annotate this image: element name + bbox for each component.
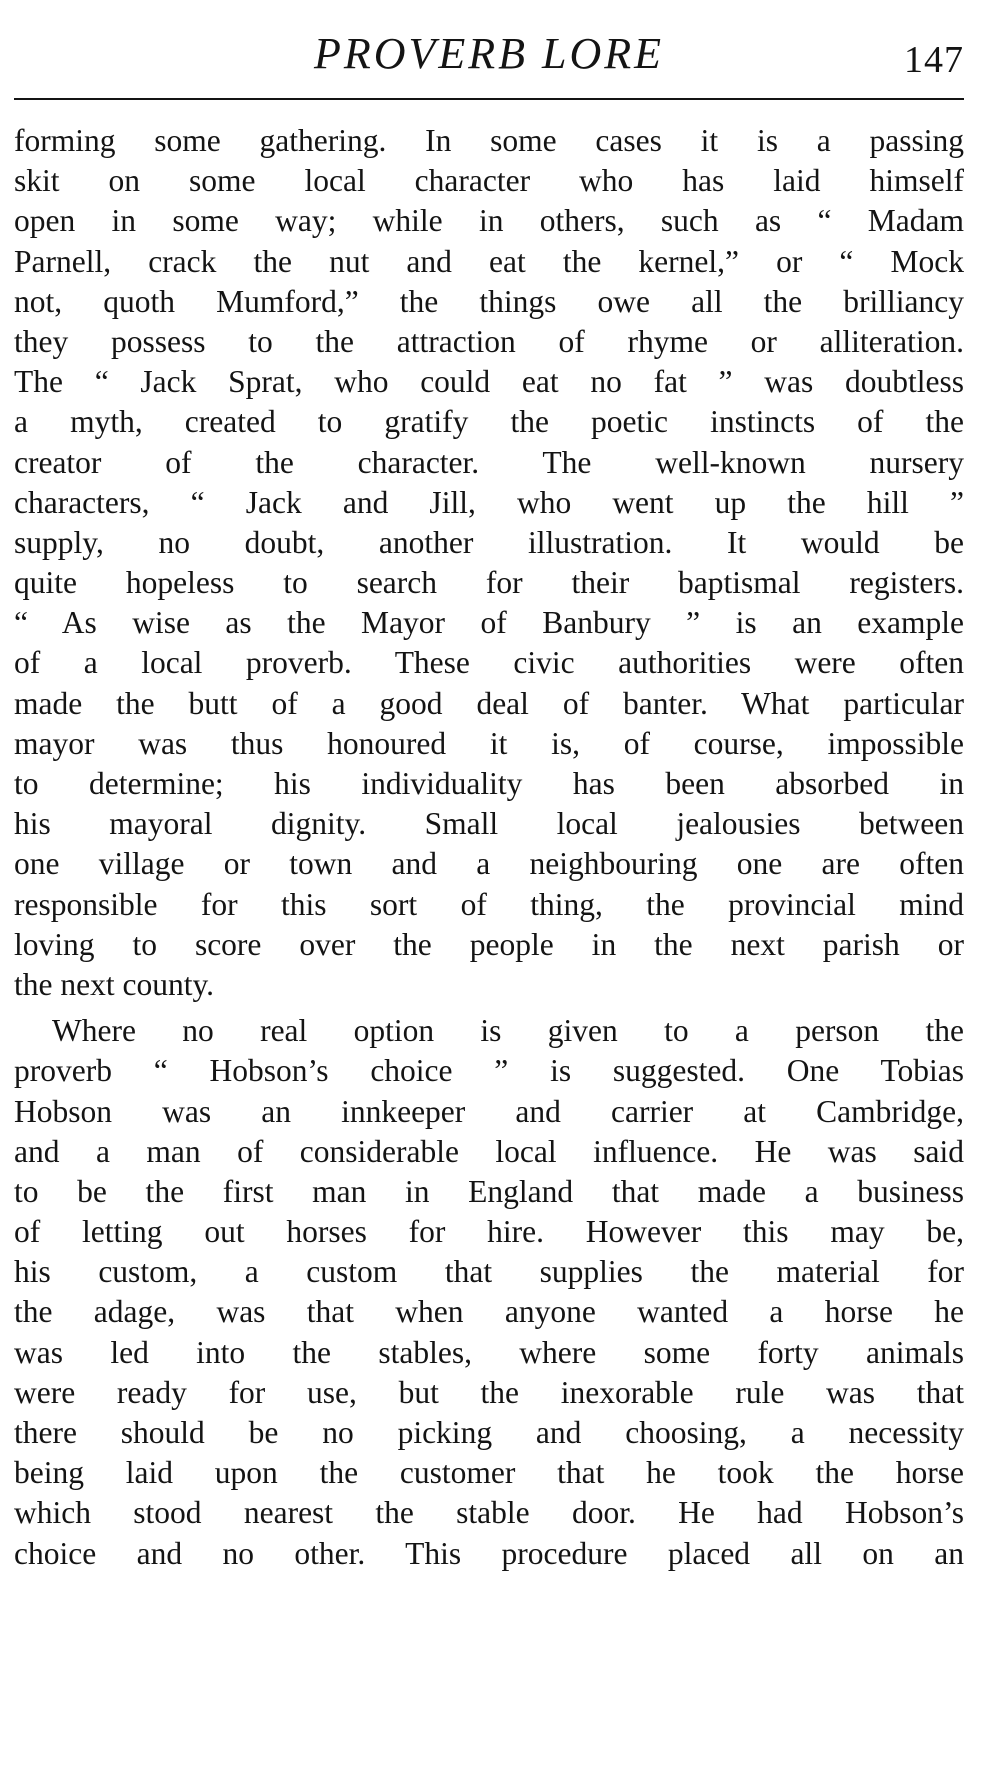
text-line: mayor was thus honoured it is, of course, impossible bbox=[14, 725, 964, 761]
text-line: made the butt of a good deal of banter. What particular bbox=[14, 685, 964, 721]
text-line: which stood nearest the stable door. He had Hobson’s bbox=[14, 1495, 964, 1531]
text-line: Hobson was an innkeeper and carrier at Cambridge, bbox=[14, 1093, 964, 1129]
text-line: Where no real option is given to a person the bbox=[52, 1013, 964, 1049]
text-line: being laid upon the customer that he took the horse bbox=[14, 1455, 964, 1491]
text-line: were ready for use, but the inexorable rule was that bbox=[14, 1374, 964, 1410]
text-line: a myth, created to gratify the poetic instincts of the bbox=[14, 404, 964, 440]
text-line: Parnell, crack the nut and eat the kernel,” or “ Mock bbox=[14, 243, 964, 279]
text-line: the next county. bbox=[14, 966, 215, 1002]
running-title: PROVERB LORE bbox=[313, 29, 665, 78]
text-line: proverb “ Hobson’s choice ” is suggested. One Tobias bbox=[14, 1053, 964, 1089]
text-line: creator of the character. The well-known nursery bbox=[14, 444, 964, 480]
text-line: one village or town and a neighbouring one are often bbox=[14, 846, 964, 882]
text-line: there should be no picking and choosing, a necessity bbox=[14, 1415, 964, 1450]
paragraph-2 bbox=[14, 1011, 964, 1574]
text-line: “ As wise as the Mayor of Banbury ” is an example bbox=[14, 605, 964, 641]
paragraph-1 bbox=[14, 121, 964, 1005]
text-line: supply, no doubt, another illustration. It would be bbox=[14, 524, 964, 560]
page-number: 147 bbox=[904, 39, 964, 81]
text-line: and a man of considerable local influence. He was said bbox=[14, 1133, 964, 1169]
text-line: his custom, a custom that supplies the material for bbox=[14, 1254, 964, 1290]
text-line: his mayoral dignity. Small local jealousies between bbox=[14, 806, 964, 842]
text-line: to determine; his individuality has been absorbed in bbox=[14, 766, 964, 801]
text-line: The “ Jack Sprat, who could eat no fat ” was doubtless bbox=[14, 364, 964, 400]
text-line: of a local proverb. These civic authorities were often bbox=[14, 645, 964, 681]
text-line: quite hopeless to search for their baptismal registers. bbox=[14, 565, 964, 601]
text-line: of letting out horses for hire. However this may be, bbox=[14, 1214, 964, 1250]
text-line: characters, “ Jack and Jill, who went up the hill ” bbox=[14, 484, 964, 520]
text-line: skit on some local character who has laid himself bbox=[14, 163, 964, 199]
text-line: not, quoth Mumford,” the things owe all the brilliancy bbox=[14, 283, 964, 319]
text-line: to be the first man in England that made a business bbox=[14, 1173, 964, 1209]
text-line: forming some gathering. In some cases it is a passing bbox=[14, 123, 964, 158]
running-head bbox=[14, 24, 964, 96]
text-line: was led into the stables, where some forty animals bbox=[14, 1334, 964, 1370]
text-line: responsible for this sort of thing, the provincial mind bbox=[14, 886, 964, 922]
text-line: they possess to the attraction of rhyme or alliteration. bbox=[14, 323, 964, 359]
text-line: the adage, was that when anyone wanted a horse he bbox=[14, 1294, 964, 1330]
text-line: loving to score over the people in the next parish or bbox=[14, 926, 964, 962]
text-line: open in some way; while in others, such as “ Madam bbox=[14, 203, 964, 239]
text-line: choice and no other. This procedure placed all on an bbox=[14, 1535, 964, 1571]
header-rule bbox=[14, 98, 964, 100]
body-text bbox=[14, 121, 964, 1574]
